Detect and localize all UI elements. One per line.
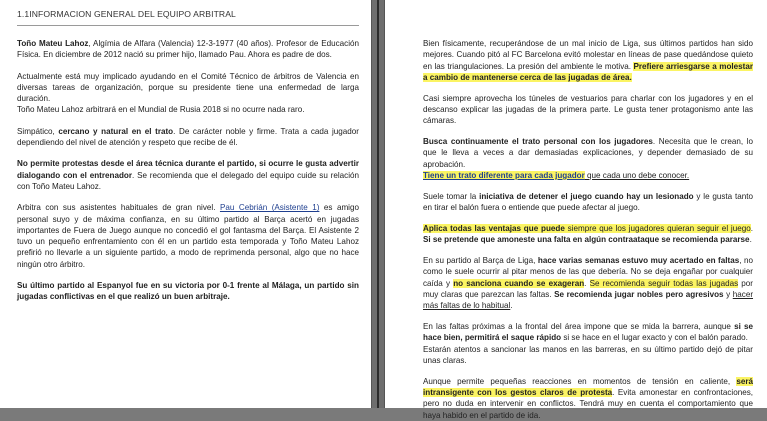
freekick-text-a: En las faltas próximas a la frontal del área impone que se mida la barrera, aunque <box>423 321 735 331</box>
advantage-sep: . <box>750 223 753 233</box>
committee-text: Actualmente está muy implicado ayudando en el Comité Técnico de árbitros de Valencia en diversas tareas de organización, porque su presidente tiene una enfermedad de larga duración. <box>17 71 359 104</box>
reactions-highlight: será intransigente con los gestos claros de protesta <box>423 376 753 397</box>
paragraph-injury <box>423 191 753 214</box>
personal-highlight: Tiene un trato diferente para cada jugador <box>423 170 585 180</box>
barca-text-i: y <box>723 289 733 299</box>
assistants-text-a: Arbitra con sus asistentes habituales de gran nivel. <box>17 203 220 213</box>
paragraph-last-match <box>17 280 359 303</box>
barca-bold-2: Se recomienda jugar nobles pero agresivos <box>554 289 724 299</box>
assistant-link: Pau Cebrián (Asistente 1) <box>219 203 320 213</box>
injury-bold: iniciativa de detener el juego cuando hay un lesionado <box>479 191 694 201</box>
barca-text-a: En su partido al Barça de Liga, <box>423 255 538 265</box>
world-cup-text: Toño Mateu Lahoz arbitrará en el Mundial de Rusia 2018 si no ocurre nada raro. <box>17 105 305 115</box>
paragraph-advantage <box>423 223 753 246</box>
barca-highlight-bold: no sanciona cuando se exageran <box>453 278 585 288</box>
freekick-text-d: Estarán atentos a sancionar las manos en las barreras, en su último partido dejó de pitar unas claras. <box>423 344 753 365</box>
paragraph-physical <box>423 38 753 83</box>
barca-underline: hacer más faltas de lo habitual <box>423 289 754 311</box>
freekick-text-c: si se hace en el lugar exacto y con el balón parado. <box>561 333 748 343</box>
bio-text: , Algímia de Alfara (Valencia) 12-3-1977 (40 años). Profesor de Educación Física. En diciembre de 2012 nació su primer hijo, llamado Pau. Ahora es padre de dos. <box>17 39 360 60</box>
barca-highlight: Se recomienda seguir todas las jugadas <box>589 278 739 288</box>
injury-text-a: Suele tomar la <box>423 191 480 201</box>
freekick-bold: si se hace bien, permitirá el saque rápido <box>423 321 753 343</box>
document-page-right <box>384 0 767 420</box>
barca-sep: . <box>584 278 590 288</box>
advantage-end: . <box>749 235 752 245</box>
character-text-c: . De carácter noble y firme. Trata a cada jugador dependiendo del nivel de atención y respeto que recibe de él. <box>17 126 359 148</box>
paragraph-personal-treatment <box>423 136 753 181</box>
reactions-text-c: . Evita amonestar en confrontaciones, pero no duda en intervenir en conflictos. Tendrá muy en cuenta el comportamiento que haya habido en el partido de ida. <box>423 387 753 420</box>
last-match-bold: Su último partido al Espanyol fue en su victoria por 0-1 frente al Málaga, un partido sin jugadas conflictivas en el que realizó un buen arbitraje. <box>17 281 359 302</box>
injury-text-c: y le gusta tanto en tirar el balón fuera o entiende que puede afectar al juego. <box>423 191 753 213</box>
reactions-text-a: Aunque permite pequeñas reacciones en momentos de tensión en caliente, <box>423 376 737 386</box>
paragraph-protests <box>17 158 359 192</box>
paragraph-committee <box>17 71 359 116</box>
tunnels-text: Casi siempre aprovecha los túneles de vestuarios para charlar con los jugadores y en el descanso explicar las jugadas de la primera parte. Le gusta tener protagonismo ante las cámaras. <box>423 93 753 126</box>
personal-bold: Busca continuamente el trato personal con los jugadores <box>423 137 653 147</box>
paragraph-barca-match <box>423 255 753 311</box>
referee-name: Toño Mateu Lahoz <box>17 39 89 48</box>
page-divider[interactable] <box>377 0 379 408</box>
advantage-bold: Si se pretende que amoneste una falta en algún contraataque se recomienda pararse <box>423 235 750 245</box>
barca-end: . <box>510 301 513 311</box>
barca-text-g: por muy claras que parezcan las faltas. <box>423 278 754 299</box>
protests-text: . Se recomienda que el delegado del equipo cuide su relación con Toño Mateu Lahoz. <box>17 170 360 191</box>
character-text-a: Simpático, <box>17 126 59 136</box>
paragraph-reactions <box>423 376 753 421</box>
personal-text: . Necesita que le crean, lo que le lleva a veces a dar demasiadas explicaciones, y depender demasiado de su aprobación. <box>423 137 753 169</box>
advantage-highlight: siempre que los jugadores quieran seguir el juego <box>564 223 751 233</box>
advantage-highlight-bold: Aplica todas las ventajas que puede <box>423 223 565 233</box>
paragraph-free-kicks <box>423 321 753 366</box>
barca-bold: hace varias semanas estuvo muy acertado en faltas <box>537 255 740 265</box>
protests-bold: No permite protestas desde el área técnica durante el partido, si ocurre le gusta advertir dialogando con el entrenador <box>17 159 359 180</box>
character-bold: cercano y natural en el trato <box>58 126 174 136</box>
paragraph-character <box>17 126 359 149</box>
paragraph-referee-bio <box>17 38 359 61</box>
assistants-text-c: es amigo personal suyo y de máxima confianza, en su último partido al Barça acertó en jugadas importantes de Fuera de Juego aunque no concedió el gol fantasma del Barça. El Asistente 2 tuvo un pequeño enfrentamiento con él en un partido esta temporada y Toño Mateu Lahoz prefirió no llevarle a un siguiente partido, a modo de reprimenda personal, algo que no hace ningún otro árbitro. <box>17 203 359 269</box>
barca-text-c: , no como le suele ocurrir al pitar menos de las que debería. No se deja engañar por cualquier caída y <box>423 255 753 288</box>
physical-highlight: Prefiere arriesgarse a molestar a cambio de mantenerse cerca de las jugadas de área. <box>423 61 753 82</box>
paragraph-assistants <box>17 202 359 270</box>
physical-text: Bien físicamente, recuperándose de un mal inicio de Liga, sus últimos partidos han sido mejores. Cuando pitó al FC Barcelona evitó molestar en líneas de pase quedándose quieto en las triangulaciones. La presión del ambiente le motiva. <box>423 39 753 71</box>
document-page-left <box>0 0 372 408</box>
personal-underline: que cada uno debe conocer. <box>584 170 690 180</box>
section-title: 1.1INFORMACION GENERAL DEL EQUIPO ARBITRAL <box>17 9 359 26</box>
paragraph-tunnels <box>423 93 753 127</box>
